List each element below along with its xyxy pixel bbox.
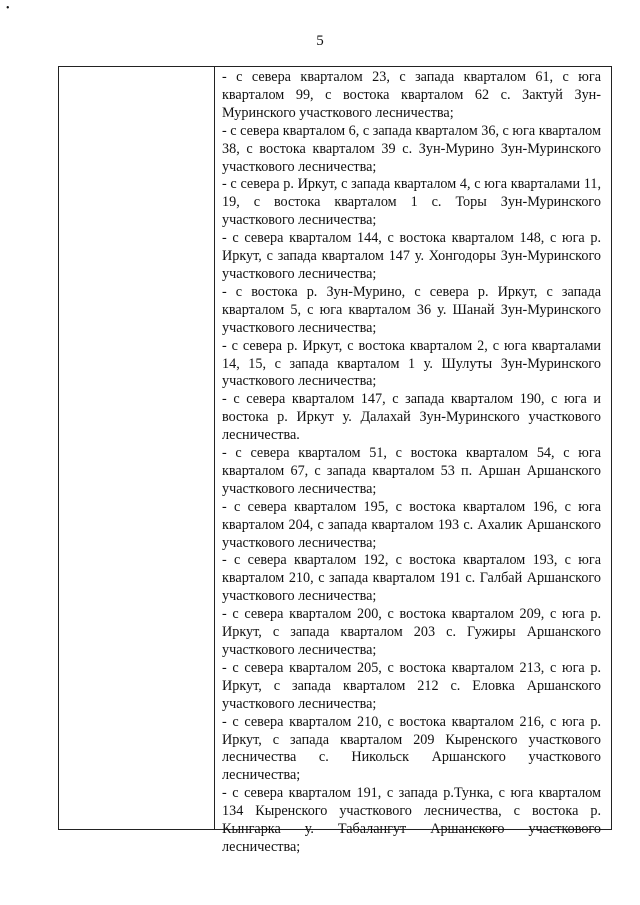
entry-14: - с севера кварталом 191, с запада р.Тунка, с юга кварталом 134 Кыренского участкового лесничества, с востока р. Кынгарка у. Табалангут Аршанского участкового лесничества; [222,785,601,855]
entry-4: - с севера кварталом 144, с востока кварталом 148, с юга р. Иркут, с запада кварталом 147 у. Хонгодоры Зун-Муринского участкового лесничества; [222,230,601,282]
entry-13: - с севера кварталом 210, с востока кварталом 216, с юга р. Иркут, с запада кварталом 209 Кыренского участкового лесничества с. Никольск Аршанского участкового лесничества; [222,713,601,784]
table-text-column [216,67,611,857]
entry-3: - с севера р. Иркут, с запада кварталом 4, с юга кварталами 11, 19, с востока кварталом 1 с. Торы Зун-Муринского участкового лесничества; [222,176,601,229]
page-number: 5 [316,33,324,49]
entry-7: - с севера кварталом 147, с запада кварталом 190, с юга и востока р. Иркут у. Далахай Зун-Муринского участкового лесничества. [222,391,601,444]
entry-1: - с севера кварталом 23, с запада кварталом 61, с юга кварталом 99, с востока кварталом 62 с. Зактуй Зун-Муринского участкового лесничества; [222,69,601,121]
table-left-column [59,67,215,829]
entry-2: - с севера кварталом 6, с запада кварталом 36, с юга кварталом 38, с востока кварталом 39 с. Зун-Мурино Зун-Муринского участкового лесничества; [222,122,601,175]
entry-6: - с севера р. Иркут, с востока кварталом 2, с юга кварталами 14, 15, с запада кварталом 1 у. Шулуты Зун-Муринского участкового лесничества; [222,337,601,390]
entry-10: - с севера кварталом 192, с востока кварталом 193, с юга кварталом 210, с запада кварталом 191 с. Галбай Аршанского участкового лесничества; [222,552,601,605]
corner-mark: • [6,3,10,14]
entry-9: - с севера кварталом 195, с востока кварталом 196, с юга кварталом 204, с запада кварталом 193 с. Ахалик Аршанского участкового лесничества; [222,498,601,551]
entry-5: - с востока р. Зун-Мурино, с севера р. Иркут, с запада кварталом 5, с юга кварталом 36 у. Шанай Зун-Муринского участкового лесничества; [222,283,601,336]
entry-8: - с севера кварталом 51, с востока кварталом 54, с юга кварталом 67, с запада кварталом 53 п. Аршан Аршанского участкового лесничества; [222,445,601,497]
entry-11: - с севера кварталом 200, с востока кварталом 209, с юга р. Иркут, с запада кварталом 203 с. Гужиры Аршанского участкового лесничества; [222,606,601,658]
table-frame [58,66,612,855]
entry-12: - с севера кварталом 205, с востока кварталом 213, с юга р. Иркут, с запада кварталом 212 с. Еловка Аршанского участкового лесничества; [222,659,601,712]
